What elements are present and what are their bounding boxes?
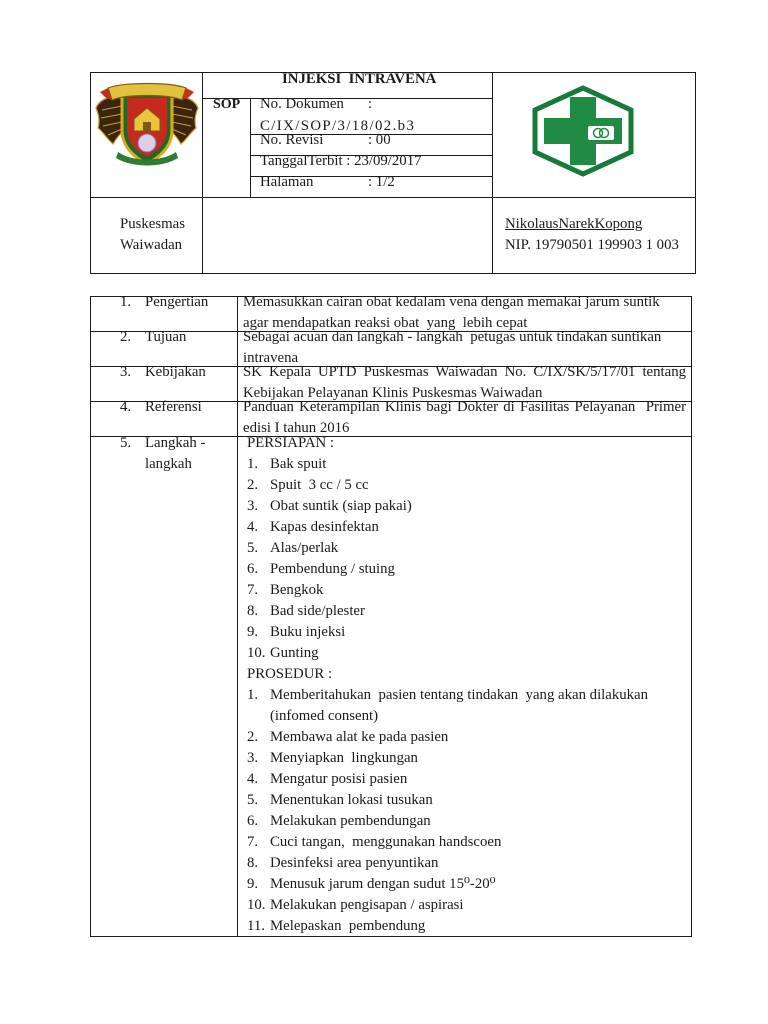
header-table-border bbox=[90, 273, 696, 274]
procedure-item-text: Mengatur posisi pasien bbox=[270, 771, 408, 787]
preparation-item-number: 2. bbox=[247, 477, 259, 493]
section-label: Pengertian bbox=[145, 294, 209, 310]
procedure-item-number: 7. bbox=[247, 834, 259, 850]
section-label: Kebijakan bbox=[145, 364, 206, 380]
procedure-item bbox=[247, 874, 687, 895]
header-table-border bbox=[90, 72, 91, 274]
preparation-item-number: 3. bbox=[247, 498, 259, 514]
procedure-item-number: 2. bbox=[247, 729, 259, 745]
procedure-heading: PROSEDUR : bbox=[247, 666, 333, 682]
document-number-value: C/IX/SOP/3/18/02.b3 bbox=[260, 118, 416, 134]
preparation-item bbox=[247, 601, 687, 622]
section-number: 1. bbox=[120, 294, 132, 310]
content-table-border bbox=[237, 296, 238, 937]
procedure-item-text: Membawa alat ke pada pasien bbox=[270, 729, 449, 745]
preparation-item bbox=[247, 559, 687, 580]
section-text: SK Kepala UPTD Puskesmas Waiwadan No. C/IX/SK/5/17/01 tentang Kebijakan Pelayanan Klinis Puskesmas Waiwadan bbox=[243, 364, 690, 401]
preparation-item bbox=[247, 643, 687, 664]
procedure-item-number: 3. bbox=[247, 750, 259, 766]
preparation-item bbox=[247, 475, 687, 496]
document-number-colon: : bbox=[368, 96, 373, 112]
procedure-item-number: 8. bbox=[247, 855, 259, 871]
steps-block bbox=[247, 433, 687, 937]
section-label: Langkah - langkah bbox=[145, 435, 206, 472]
preparation-item-text: Bad side/plester bbox=[270, 603, 365, 619]
procedure-item bbox=[247, 916, 687, 937]
section-label: Referensi bbox=[145, 399, 202, 415]
preparation-item bbox=[247, 538, 687, 559]
section-text: Panduan Keterampilan Klinis bagi Dokter di Fasilitas Pelayanan Primer edisi I tahun 2016 bbox=[243, 399, 690, 436]
signatory-nip: NIP. 19790501 199903 1 003 bbox=[505, 237, 679, 253]
procedure-item bbox=[247, 685, 687, 727]
procedure-item-number: 1. bbox=[247, 687, 259, 703]
procedure-item-text: Menusuk jarum dengan sudut 15⁰-20⁰ bbox=[270, 876, 496, 892]
page-value: : 1/2 bbox=[368, 174, 395, 190]
procedure-item-text: Menyiapkan lingkungan bbox=[270, 750, 418, 766]
header-table-border bbox=[202, 98, 493, 99]
procedure-item-text: Cuci tangan, menggunakan handscoen bbox=[270, 834, 502, 850]
procedure-item bbox=[247, 790, 687, 811]
preparation-item-text: Gunting bbox=[270, 645, 319, 661]
procedure-item-number: 4. bbox=[247, 771, 259, 787]
procedure-list bbox=[247, 685, 687, 937]
regional-emblem-icon bbox=[94, 74, 200, 168]
header-table-border bbox=[492, 72, 493, 274]
procedure-item-number: 5. bbox=[247, 792, 259, 808]
section-text: Sebagai acuan dan langkah - langkah petugas untuk tindakan suntikan intravena bbox=[243, 329, 666, 366]
procedure-item bbox=[247, 727, 687, 748]
section-text: Memasukkan cairan obat kedalam vena dengan memakai jarum suntik agar mendapatkan reaksi obat yang lebih cepat bbox=[243, 294, 664, 331]
preparation-item-number: 6. bbox=[247, 561, 259, 577]
preparation-item-text: Spuit 3 cc / 5 cc bbox=[270, 477, 369, 493]
content-table-border bbox=[90, 296, 91, 937]
puskesmas-cross-icon bbox=[530, 84, 636, 178]
procedure-item-number: 9. bbox=[247, 876, 259, 892]
preparation-item-text: Buku injeksi bbox=[270, 624, 346, 640]
section-number: 4. bbox=[120, 399, 132, 415]
procedure-item bbox=[247, 811, 687, 832]
signatory-name: NikolausNarekKopong bbox=[505, 216, 643, 232]
header-table-border bbox=[250, 98, 251, 198]
header-table-border bbox=[202, 72, 203, 274]
preparation-item bbox=[247, 580, 687, 601]
preparation-item-text: Bengkok bbox=[270, 582, 324, 598]
preparation-item-number: 1. bbox=[247, 456, 259, 472]
preparation-item-text: Kapas desinfektan bbox=[270, 519, 379, 535]
procedure-item-number: 10. bbox=[247, 897, 266, 913]
sop-label: SOP bbox=[213, 97, 241, 112]
issue-date: TanggalTerbit : 23/09/2017 bbox=[260, 153, 422, 169]
preparation-item-text: Pembendung / stuing bbox=[270, 561, 395, 577]
preparation-item-text: Alas/perlak bbox=[270, 540, 339, 556]
document-number-label: No. Dokumen bbox=[260, 96, 344, 112]
preparation-item-text: Bak spuit bbox=[270, 456, 327, 472]
preparation-item-text: Obat suntik (siap pakai) bbox=[270, 498, 412, 514]
preparation-item-number: 5. bbox=[247, 540, 259, 556]
section-number: 3. bbox=[120, 364, 132, 380]
header-table-border bbox=[90, 197, 696, 198]
section-number: 5. bbox=[120, 435, 132, 451]
preparation-item bbox=[247, 496, 687, 517]
document-title: INJEKSI INTRAVENA bbox=[282, 71, 437, 87]
procedure-item bbox=[247, 832, 687, 853]
procedure-item-text: Memberitahukan pasien tentang tindakan yang akan dilakukan (infomed consent) bbox=[270, 687, 652, 724]
header-table-border bbox=[695, 72, 696, 274]
section-label: Tujuan bbox=[145, 329, 187, 345]
section-number: 2. bbox=[120, 329, 132, 345]
preparation-item-number: 9. bbox=[247, 624, 259, 640]
procedure-item bbox=[247, 769, 687, 790]
procedure-item-number: 11. bbox=[247, 918, 265, 934]
preparation-item bbox=[247, 517, 687, 538]
preparation-item bbox=[247, 454, 687, 475]
procedure-item-text: Melakukan pengisapan / aspirasi bbox=[270, 897, 464, 913]
procedure-item bbox=[247, 748, 687, 769]
content-table-border bbox=[691, 296, 692, 937]
procedure-item-text: Melakukan pembendungan bbox=[270, 813, 431, 829]
procedure-item-text: Melepaskan pembendung bbox=[270, 918, 426, 934]
procedure-item-text: Desinfeksi area penyuntikan bbox=[270, 855, 439, 871]
revision-value: : 00 bbox=[368, 132, 391, 148]
procedure-item-number: 6. bbox=[247, 813, 259, 829]
procedure-item bbox=[247, 853, 687, 874]
preparation-item-number: 8. bbox=[247, 603, 259, 619]
preparation-item-number: 4. bbox=[247, 519, 259, 535]
procedure-item-text: Menentukan lokasi tusukan bbox=[270, 792, 433, 808]
preparation-list bbox=[247, 454, 687, 664]
preparation-item-number: 10. bbox=[247, 645, 266, 661]
preparation-heading: PERSIAPAN : bbox=[247, 435, 335, 451]
preparation-item-number: 7. bbox=[247, 582, 259, 598]
procedure-item bbox=[247, 895, 687, 916]
facility-name-line2: Waiwadan bbox=[120, 237, 183, 253]
facility-name-line1: Puskesmas bbox=[120, 216, 185, 232]
preparation-item bbox=[247, 622, 687, 643]
revision-label: No. Revisi bbox=[260, 132, 324, 148]
page-label: Halaman bbox=[260, 174, 314, 190]
